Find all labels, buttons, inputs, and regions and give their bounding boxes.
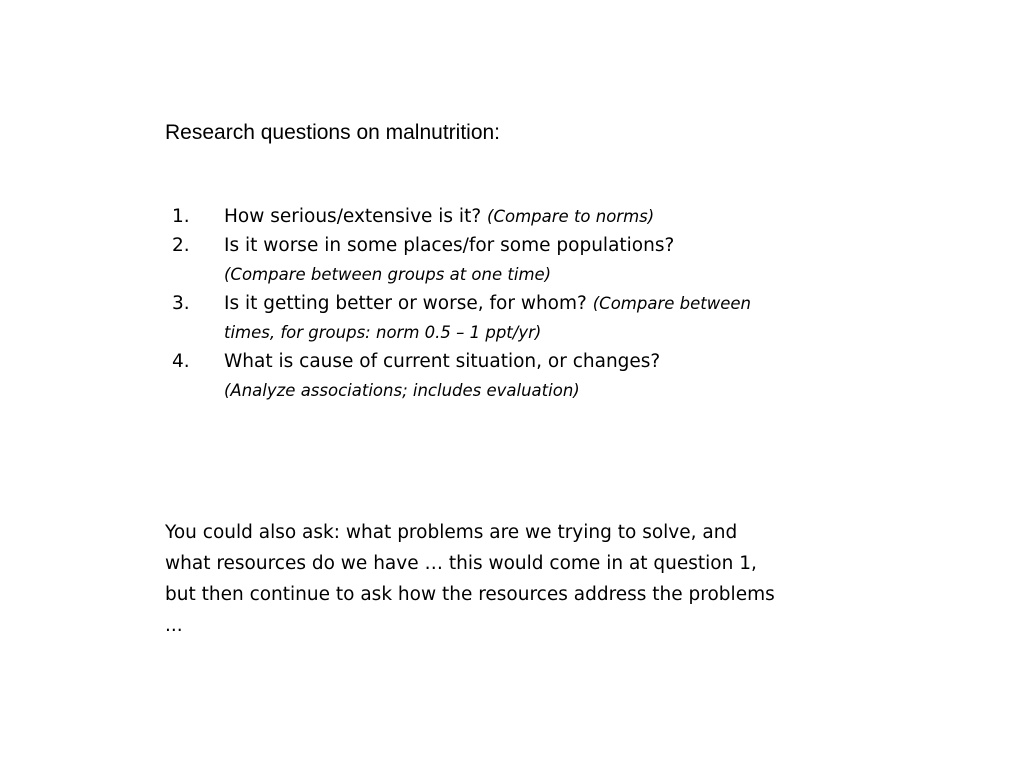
question-number: 1.: [172, 206, 190, 227]
slide-title: Research questions on malnutrition:: [165, 121, 501, 144]
closing-paragraph: You could also ask: what problems are we trying to solve, and what resources do we have … this would come in at question 1, but then continue to ask how the resources address the problems ...: [165, 522, 775, 636]
question-note: (Compare to norms): [487, 207, 655, 226]
question-text: Is it worse in some places/for some populations?: [224, 235, 675, 256]
question-item-3: [165, 289, 765, 347]
question-text: Is it getting better or worse, for whom?: [224, 293, 587, 314]
question-note: (Compare between groups at one time): [224, 265, 552, 284]
question-note: (Compare between times, for groups: norm 0.5 – 1 ppt/yr): [224, 294, 751, 342]
research-questions-list: [165, 202, 765, 405]
question-text: How serious/extensive is it?: [224, 206, 482, 227]
question-note: (Analyze associations; includes evaluation): [224, 381, 580, 400]
question-text: What is cause of current situation, or changes?: [224, 351, 661, 372]
question-number: 4.: [172, 351, 190, 372]
question-item-4: [165, 347, 765, 405]
question-item-1: [165, 202, 765, 231]
question-item-2: [165, 231, 765, 289]
question-number: 2.: [172, 235, 190, 256]
question-number: 3.: [172, 293, 190, 314]
